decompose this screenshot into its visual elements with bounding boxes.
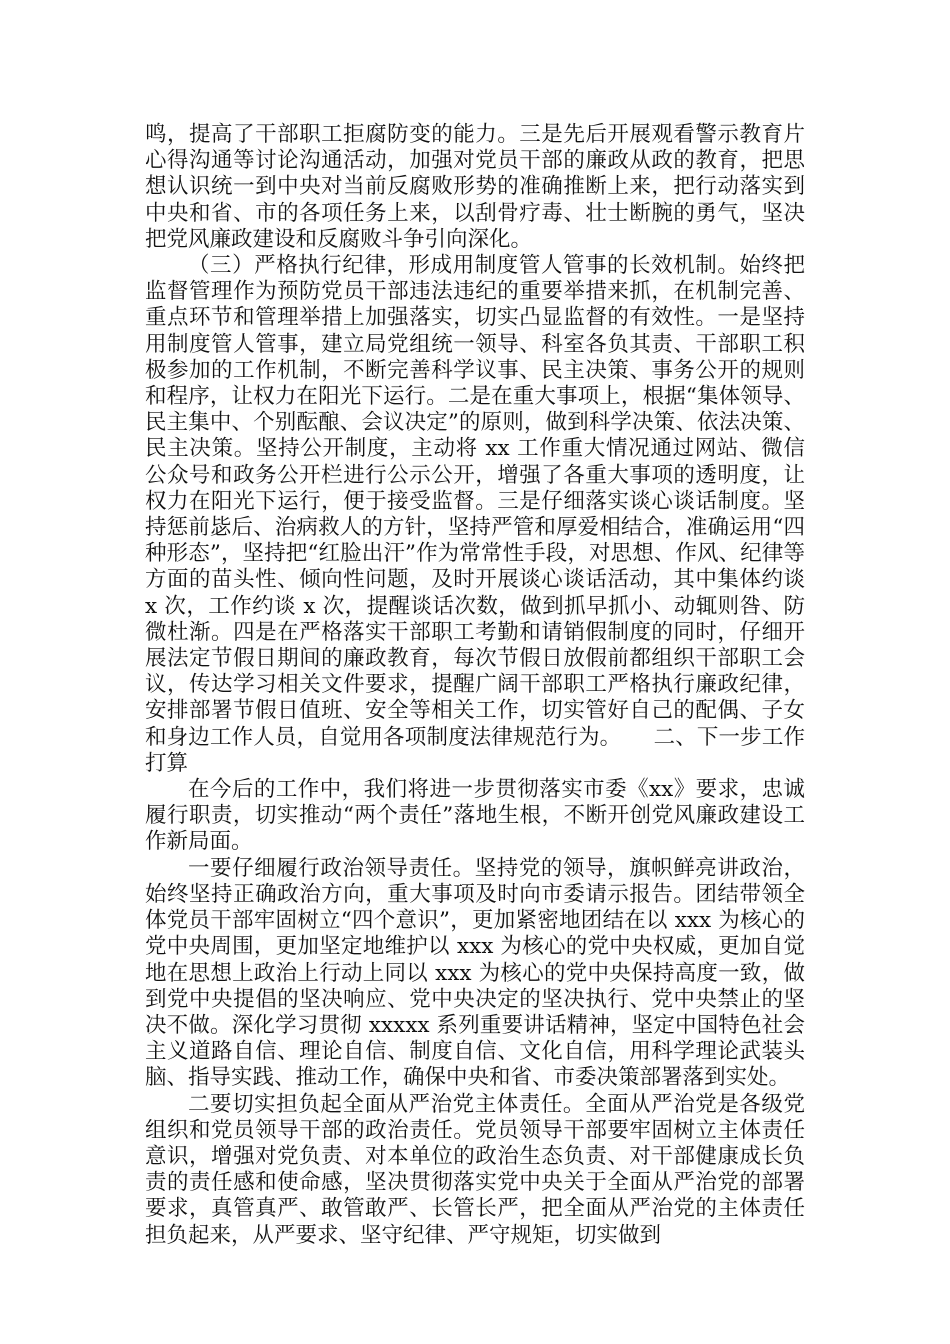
paragraph-3: 在今后的工作中，我们将进一步贯彻落实市委《xx》要求，忠诚履行职责，切实推动“两个责任”落地生根，不断开创党风廉政建设工作新局面。 — [145, 777, 805, 855]
paragraph-2-text: （三）严格执行纪律，形成用制度管人管事的长效机制。始终把监督管理作为预防党员干部违法违纪的重要举措来抓，在机制完善、重点环节和管理举措上加强落实，切实凸显监督的有效性。一是坚持用制度管人管事，建立局党组统一领导、科室各负其责、干部职工积极参加的工作机制，不断完善科学议事、民主决策、事务公开的规则和程序，让权力在阳光下运行。二是在重大事项上，根据“集体领导、民主集中、个别酝酿、会议决定”的原则，做到科学决策、依法决策、民主决策。坚持公开制度，主动将 xx 工作重大情况通过网站、微信公众号和政务公开栏进行公示公开，增强了各重大事项的透明度，让权力在阳光下运行，便于接受监督。三是仔细落实谈心谈话制度。坚持惩前毖后、治病救人的方针，坚持严管和厚爱相结合，准确运用“四种形态”，坚持把“红脸出汗”作为常常性手段，对思想、作风、纪律等方面的苗头性、倾向性问题，及时开展谈心谈话活动，其中集体约谈 x 次，工作约谈 x 次，提醒谈话次数，做到抓早抓小、动辄则咎、防微杜渐。四是在严格落实干部职工考勤和请销假制度的同时，仔细开展法定节假日期间的廉政教育，每次节假日放假前都组织干部职工会议，传达学习相关文件要求，提醒广阔干部职工严格执行廉政纪律，安排部署节假日值班、安全等相关工作，切实管好自己的配偶、子女和身边工作人员，自觉用各项制度法律规范行为。 — [145, 253, 805, 750]
paragraph-1: 鸣，提高了干部职工拒腐防变的能力。三是先后开展观看警示教育片心得沟通等讨论沟通活动，加强对党员干部的廉政从政的教育，把思想认识统一到中央对当前反腐败形势的准确推断上来，把行动落实到中央和省、市的各项任务上来，以刮骨疗毒、壮士断腕的勇气，坚决把党风廉政建设和反腐败斗争引向深化。 — [145, 122, 805, 252]
section-heading: 二、下一步工作打算 — [145, 724, 805, 776]
paragraph-5: 二要切实担负起全面从严治党主体责任。全面从严治党是各级党组织和党员领导干部的政治责任。党员领导干部要牢固树立主体责任意识，增强对党负责、对本单位的政治生态负责、对干部健康成长负责的责任感和使命感，坚决贯彻落实党中央关于全面从严治党的部署要求，真管真严、敢管敢严、长管长严，把全面从严治党的主体责任担负起来，从严要求、坚守纪律、严守规矩，切实做到 — [145, 1091, 805, 1248]
document-body — [145, 122, 805, 1249]
paragraph-4: 一要仔细履行政治领导责任。坚持党的领导，旗帜鲜亮讲政治，始终坚持正确政治方向，重大事项及时向市委请示报告。团结带领全体党员干部牢固树立“四个意识”，更加紧密地团结在以 xxx 为核心的党中央周围，更加坚定地维护以 xxx 为核心的党中央权威，更加自觉地在思想上政治上行动上同以 xxx 为核心的党中央保持高度一致，做到党中央提倡的坚决响应、党中央决定的坚决执行、党中央禁止的坚决不做。深化学习贯彻 xxxxx 系列重要讲话精神，坚定中国特色社会主义道路自信、理论自信、制度自信、文化自信，用科学理论武装头脑、指导实践、推动工作，确保中央和省、市委决策部署落到实处。 — [145, 855, 805, 1091]
paragraph-2 — [145, 253, 805, 777]
